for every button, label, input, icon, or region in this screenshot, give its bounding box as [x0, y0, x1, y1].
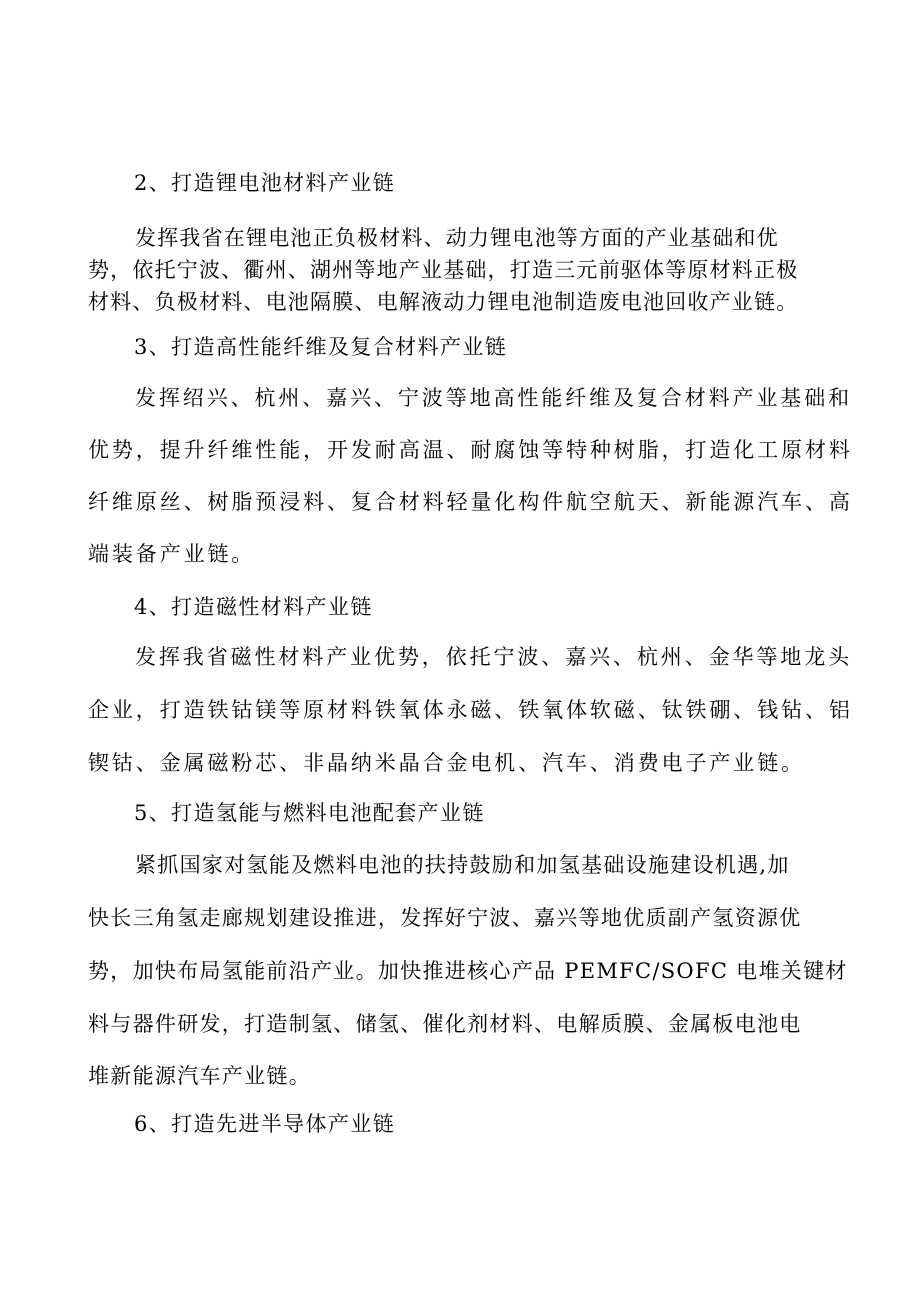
paragraph-line: 端装备产业链。 [88, 542, 256, 566]
section-heading-2: 2、打造锂电池材料产业链 [134, 171, 396, 195]
paragraph-line: 发挥绍兴、杭州、嘉兴、宁波等地高性能纤维及复合材料产业基础和 [135, 386, 852, 410]
paragraph-line: 材料、负极材料、电池隔膜、电解液动力锂电池制造废电池回收产业链。 [88, 290, 799, 314]
paragraph-line: 锲钴、金属磁粉芯、非晶纳米晶合金电机、汽车、消费电子产业链。 [88, 751, 805, 775]
section-heading-6: 6、打造先进半导体产业链 [134, 1112, 396, 1136]
paragraph-line: 优势，提升纤维性能，开发耐高温、耐腐蚀等特种树脂，打造化工原材料 [88, 438, 853, 462]
section-heading-5: 5、打造氢能与燃料电池配套产业链 [134, 801, 485, 825]
paragraph-line: 企业，打造铁钴镁等原材料铁氧体永磁、铁氧体软磁、钛铁硼、钱钻、铝 [88, 698, 853, 722]
paragraph-line: 势，依托宁波、衢州、湖州等地产业基础，打造三元前驱体等原材料正极 [88, 258, 799, 282]
paragraph-line: 纤维原丝、树脂预浸料、复合材料轻量化构件航空航天、新能源汽车、高 [88, 490, 853, 514]
paragraph-line: 紧抓国家对氢能及燃料电池的扶持鼓励和加氢基础设施建设机遇,加 [135, 853, 790, 877]
paragraph-line: 发挥我省磁性材料产业优势，依托宁波、嘉兴、杭州、金华等地龙头 [135, 645, 852, 669]
paragraph-line: 快长三角氢走廊规划建设推进，发挥好宁波、嘉兴等地优质副产氢资源优 [88, 906, 802, 930]
section-heading-3: 3、打造高性能纤维及复合材料产业链 [134, 335, 508, 359]
paragraph-line: 料与器件研发，打造制氢、储氢、催化剂材料、电解质膜、金属板电池电 [88, 1012, 802, 1036]
section-heading-4: 4、打造磁性材料产业链 [134, 595, 373, 619]
paragraph-line: 势，加快布局氢能前沿产业。加快推进核心产品 PEMFC/SOFC 电堆关键材 [88, 959, 848, 983]
paragraph-line: 堆新能源汽车产业链。 [88, 1064, 311, 1088]
paragraph-line: 发挥我省在锂电池正负极材料、动力锂电池等方面的产业基础和优 [135, 226, 779, 250]
